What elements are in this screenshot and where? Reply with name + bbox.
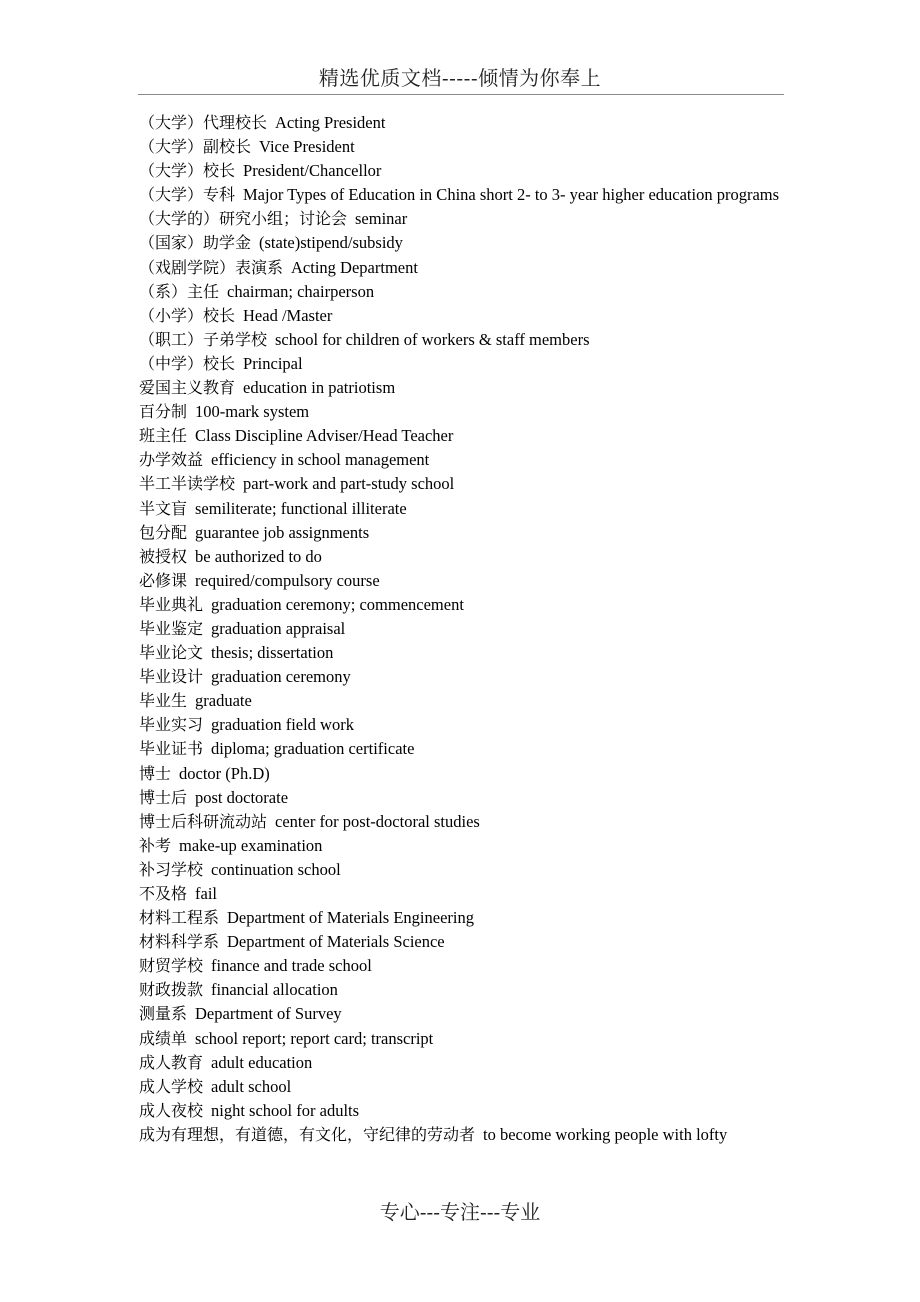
entry-chinese-term: 毕业设计 <box>139 667 204 687</box>
glossary-entry <box>139 135 789 159</box>
entry-chinese-term: 百分制 <box>139 402 188 422</box>
entry-chinese-term: （戏剧学院）表演系 <box>139 257 284 277</box>
entry-chinese-term: 爱国主义教育 <box>139 378 236 398</box>
entry-chinese-term: （系）主任 <box>139 281 220 301</box>
entry-chinese-term: 毕业实习 <box>139 715 204 735</box>
entry-english-term: graduation ceremony <box>211 667 351 687</box>
entry-chinese-term: 毕业鉴定 <box>139 618 204 638</box>
entry-chinese-term: （小学）校长 <box>139 305 236 325</box>
entry-chinese-term: 半工半读学校 <box>139 474 236 494</box>
entry-english-term: graduation appraisal <box>211 618 346 638</box>
entry-english-term: efficiency in school management <box>211 450 430 470</box>
glossary-entry <box>139 641 789 665</box>
page-header-title: 精选优质文档-----倾情为你奉上 <box>318 66 602 90</box>
entry-chinese-term: 成人学校 <box>139 1076 204 1096</box>
glossary-entry <box>139 207 789 231</box>
entry-chinese-term: 班主任 <box>139 426 188 446</box>
entry-english-term: required/compulsory course <box>195 570 380 590</box>
entry-english-term: finance and trade school <box>211 956 372 976</box>
entry-chinese-term: （大学）代理校长 <box>139 113 268 132</box>
glossary-entry <box>139 689 789 713</box>
entry-english-term: semiliterate; functional illiterate <box>195 498 407 518</box>
entry-english-term: Acting Department <box>291 257 418 277</box>
entry-english-term: diploma; graduation certificate <box>211 739 415 759</box>
entry-english-term: center for post-doctoral studies <box>275 811 480 831</box>
glossary-entry <box>139 930 789 954</box>
entry-chinese-term: 博士 <box>139 763 172 783</box>
entry-chinese-term: 博士后科研流动站 <box>139 811 268 831</box>
entry-chinese-term: 不及格 <box>139 884 188 903</box>
entry-chinese-term: 博士后 <box>139 787 188 807</box>
entry-english-term: Head /Master <box>243 305 333 325</box>
entry-english-term: to become working people with lofty <box>483 1124 728 1144</box>
glossary-entry <box>139 256 789 280</box>
entry-chinese-term: 半文盲 <box>139 498 188 518</box>
entry-english-term: Department of Survey <box>195 1004 342 1024</box>
glossary-entry <box>139 906 789 930</box>
entry-chinese-term: 材料科学系 <box>139 932 220 952</box>
glossary-entry <box>139 786 789 810</box>
entry-english-term: Department of Materials Engineering <box>227 908 474 928</box>
glossary-entry <box>139 1075 789 1099</box>
entry-chinese-term: 成人夜校 <box>139 1100 204 1120</box>
entry-chinese-term: 成为有理想，有道德，有文化，守纪律的劳动者 <box>139 1124 476 1144</box>
glossary-entry <box>139 858 789 882</box>
glossary-entry <box>139 954 789 978</box>
glossary-entry <box>139 545 789 569</box>
glossary-entry <box>139 400 789 424</box>
glossary-entry <box>139 328 789 352</box>
entry-chinese-term: （职工）子弟学校 <box>139 329 268 349</box>
entry-english-term: school for children of workers & staff members <box>275 329 590 349</box>
entry-chinese-term: 毕业论文 <box>139 643 204 663</box>
header-divider <box>138 94 784 95</box>
entry-english-term: continuation school <box>211 859 341 879</box>
entry-english-term: fail <box>195 884 218 903</box>
glossary-entry <box>139 665 789 689</box>
glossary-entry <box>139 1123 789 1147</box>
entry-english-term: adult school <box>211 1076 292 1096</box>
entry-english-term: Class Discipline Adviser/Head Teacher <box>195 426 454 446</box>
entry-chinese-term: （国家）助学金 <box>139 233 252 253</box>
glossary-entry <box>139 1002 789 1026</box>
entry-english-term: night school for adults <box>211 1100 360 1120</box>
glossary-entry <box>139 472 789 496</box>
entry-chinese-term: 测量系 <box>139 1004 188 1024</box>
entry-english-term: financial allocation <box>211 980 338 1000</box>
glossary-entry <box>139 834 789 858</box>
entry-english-term: part-work and part-study school <box>243 474 455 494</box>
entry-english-term: Department of Materials Science <box>227 932 445 952</box>
entry-english-term: chairman; chairperson <box>227 281 375 301</box>
entry-english-term: thesis; dissertation <box>211 643 334 663</box>
entry-english-term: graduate <box>195 691 252 711</box>
glossary-entry <box>139 448 789 472</box>
glossary-entry <box>139 183 789 207</box>
glossary-entry <box>139 1027 789 1051</box>
glossary-entry <box>139 882 789 906</box>
entry-english-term: adult education <box>211 1052 313 1072</box>
entry-chinese-term: 补习学校 <box>139 859 204 879</box>
glossary-entry <box>139 737 789 761</box>
entry-chinese-term: （大学）副校长 <box>139 137 252 157</box>
glossary-entry <box>139 978 789 1002</box>
glossary-entry <box>139 593 789 617</box>
glossary-entry <box>139 497 789 521</box>
entry-english-term: make-up examination <box>179 835 323 855</box>
entry-chinese-term: 必修课 <box>139 570 188 590</box>
entry-chinese-term: （大学的）研究小组；讨论会 <box>139 209 348 229</box>
glossary-entry <box>139 304 789 328</box>
glossary-entry <box>139 569 789 593</box>
entry-english-term: 100-mark system <box>195 402 310 422</box>
glossary-entry <box>139 352 789 376</box>
entry-chinese-term: （中学）校长 <box>139 353 236 373</box>
glossary-entry <box>139 376 789 400</box>
entry-english-term: post doctorate <box>195 787 289 807</box>
entry-chinese-term: 财贸学校 <box>139 956 204 976</box>
entry-english-term: school report; report card; transcript <box>195 1028 434 1048</box>
entry-chinese-term: 毕业典礼 <box>139 594 204 614</box>
entry-chinese-term: 毕业生 <box>139 691 188 711</box>
glossary-entry <box>139 1099 789 1123</box>
entry-english-term: seminar <box>355 209 408 229</box>
entry-chinese-term: 成人教育 <box>139 1052 204 1072</box>
entry-chinese-term: （大学）校长 <box>139 161 236 181</box>
entry-chinese-term: 补考 <box>139 835 172 855</box>
entry-english-term: President/Chancellor <box>243 161 382 181</box>
glossary-entry <box>139 810 789 834</box>
entry-chinese-term: （大学）专科 <box>139 185 236 205</box>
entry-chinese-term: 被授权 <box>139 546 188 566</box>
entry-english-term: doctor (Ph.D) <box>179 763 270 783</box>
entry-english-term: Acting President <box>275 113 386 132</box>
entry-english-term: Vice President <box>259 137 355 157</box>
glossary-entry <box>139 280 789 304</box>
entry-english-term: education in patriotism <box>243 378 396 398</box>
entry-chinese-term: 材料工程系 <box>139 908 220 928</box>
glossary-entry <box>139 1051 789 1075</box>
entry-chinese-term: 包分配 <box>139 522 188 542</box>
entry-english-term: be authorized to do <box>195 546 322 566</box>
entry-english-term: (state)stipend/subsidy <box>259 233 403 253</box>
glossary-entry <box>139 424 789 448</box>
glossary-entry <box>139 617 789 641</box>
entry-english-term: graduation field work <box>211 715 354 735</box>
entry-chinese-term: 办学效益 <box>139 450 204 470</box>
entry-english-term: Major Types of Education in China short 2- to 3- year higher education programs <box>243 185 780 205</box>
glossary-entry <box>139 159 789 183</box>
entry-english-term: Principal <box>243 353 303 373</box>
glossary-entry <box>139 231 789 255</box>
glossary-entry <box>139 111 789 135</box>
entry-chinese-term: 毕业证书 <box>139 739 204 759</box>
glossary-entry <box>139 713 789 737</box>
entry-english-term: graduation ceremony; commencement <box>211 594 464 614</box>
entry-chinese-term: 财政拨款 <box>139 980 204 1000</box>
entry-english-term: guarantee job assignments <box>195 522 370 542</box>
page-footer-text: 专心---专注---专业 <box>379 1200 541 1224</box>
glossary-entry <box>139 762 789 786</box>
glossary-list <box>139 111 789 1147</box>
entry-chinese-term: 成绩单 <box>139 1028 188 1048</box>
glossary-entry <box>139 521 789 545</box>
